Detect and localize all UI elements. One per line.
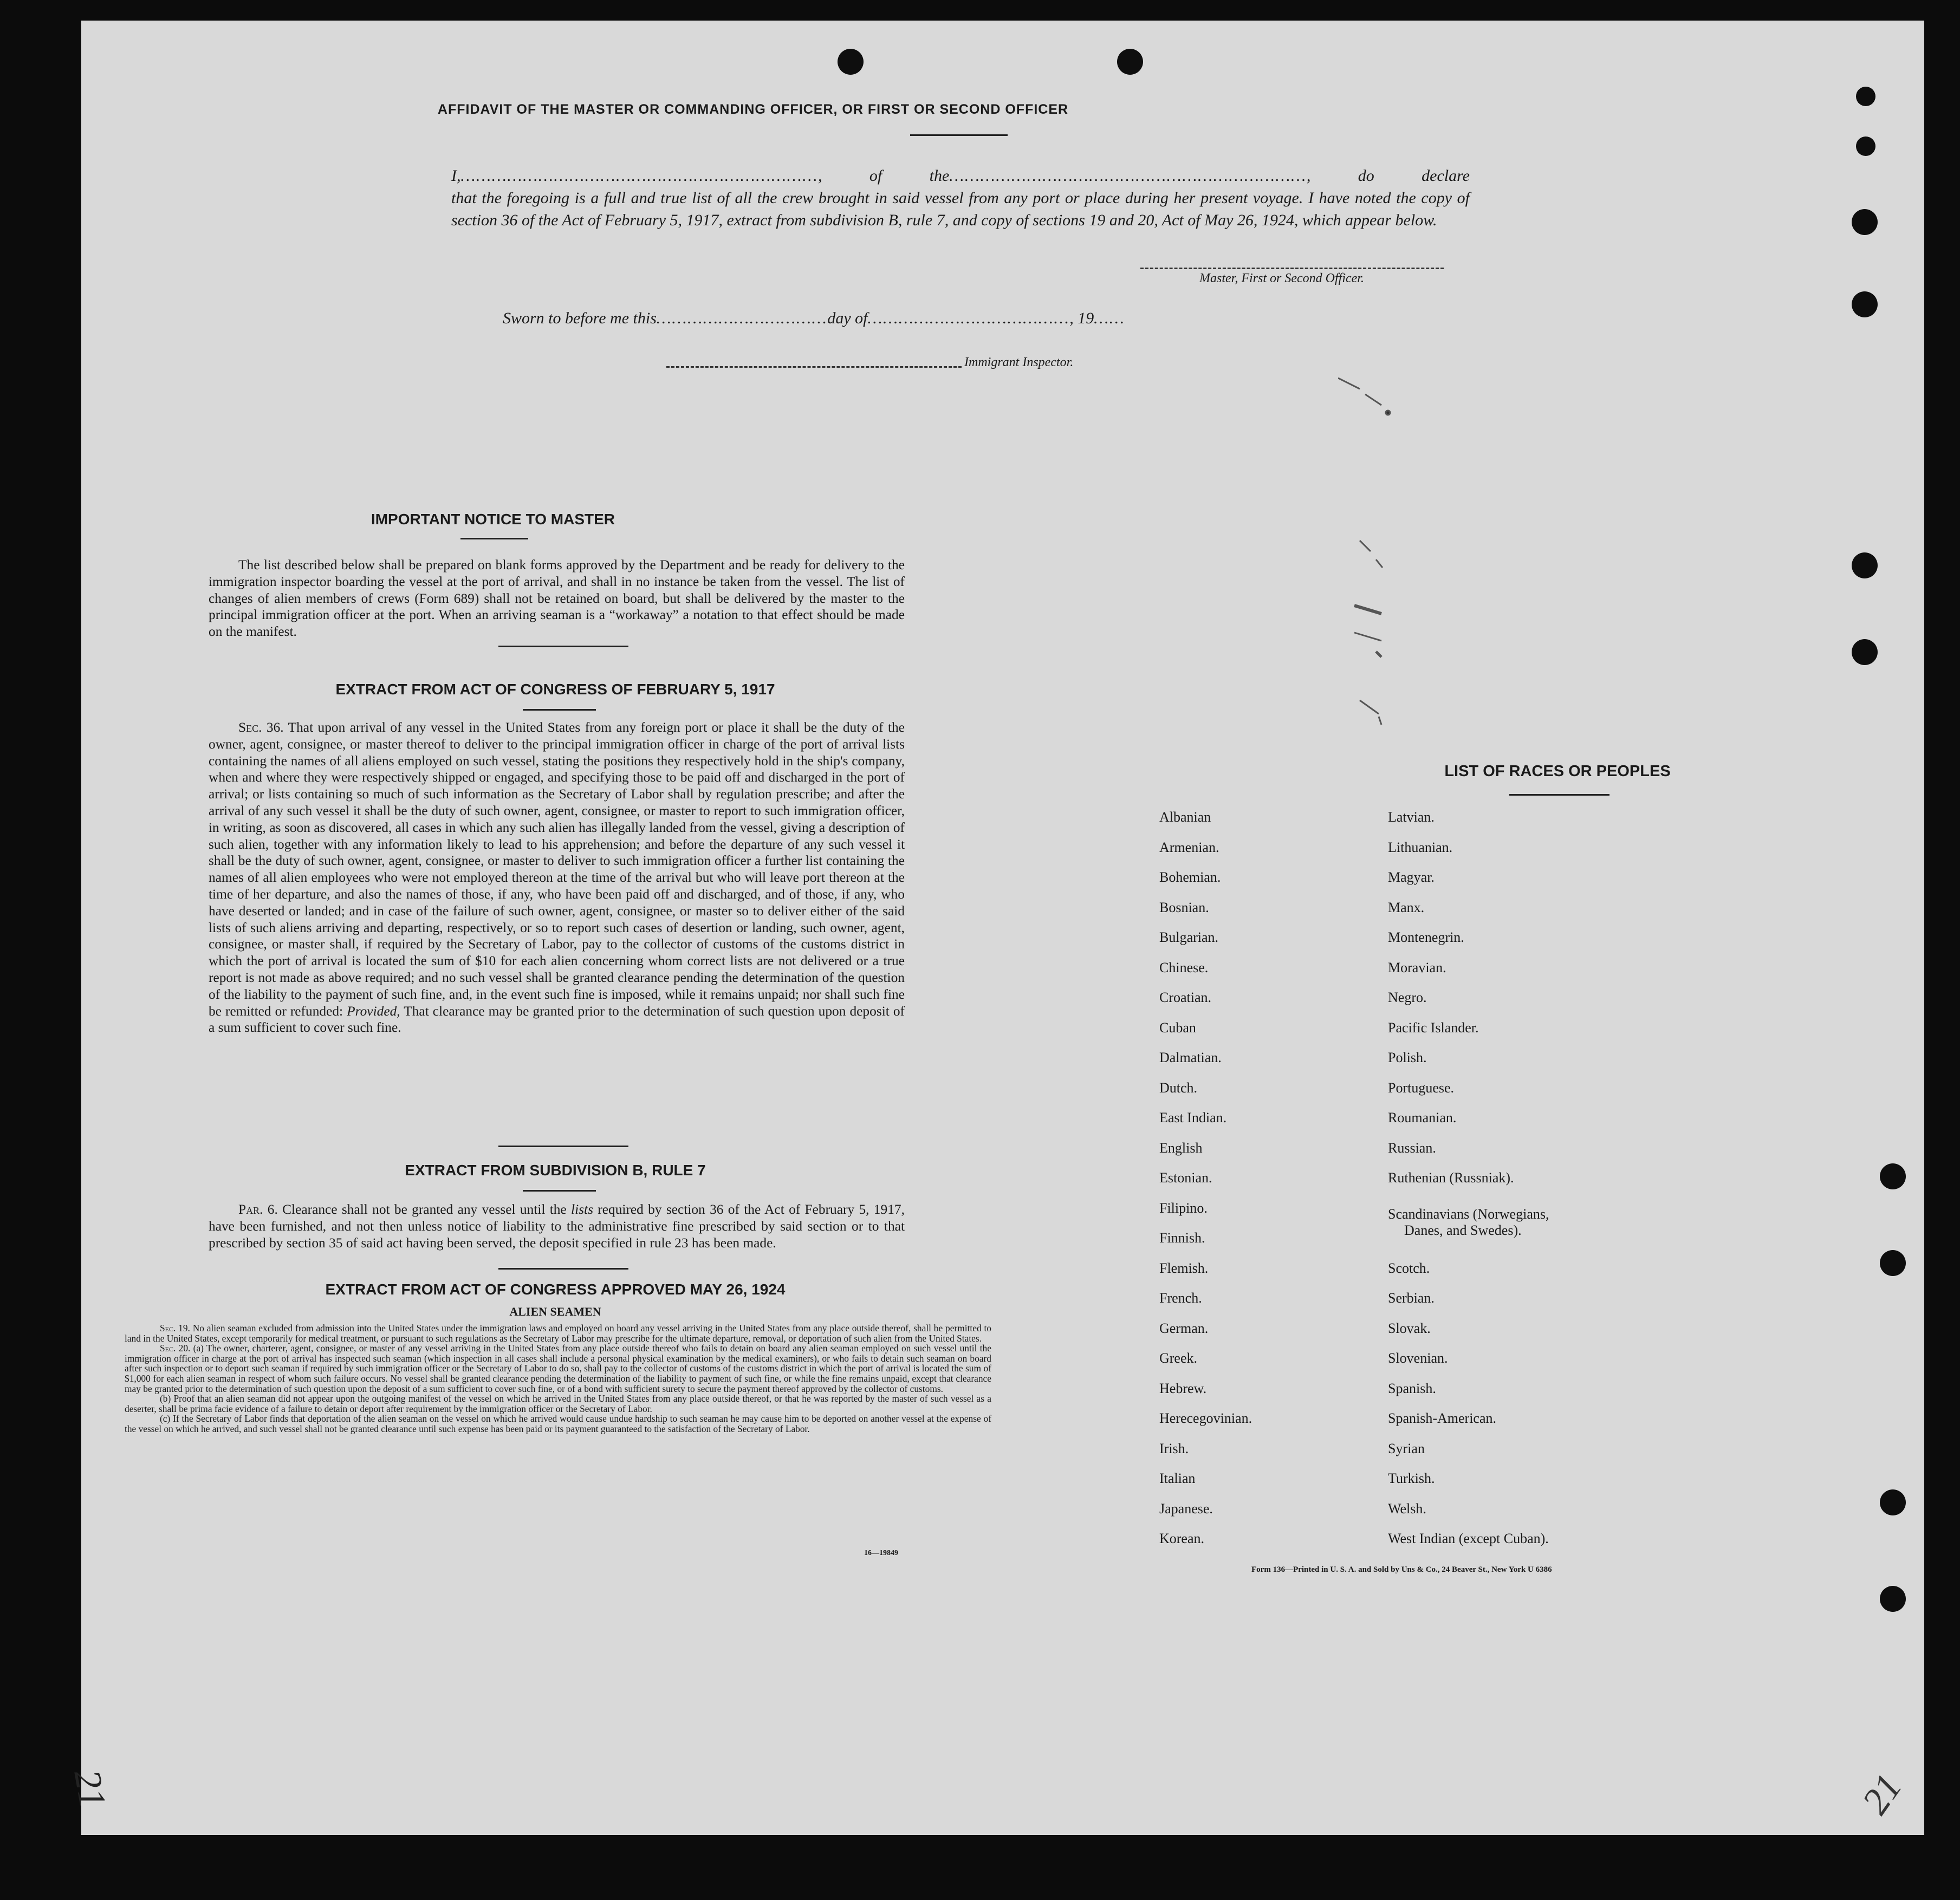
- race-left: Albanian: [1159, 809, 1211, 825]
- punch-hole-top-left: [838, 49, 864, 75]
- race-right: Montenegrin.: [1388, 929, 1464, 945]
- sworn-year-blank: ……: [1094, 309, 1125, 327]
- punch-hole-right-8: [1880, 1250, 1906, 1276]
- affidavit-title: AFFIDAVIT OF THE MASTER OR COMMANDING OFFICER, OR FIRST OR SECOND OFFICER: [437, 102, 1069, 117]
- race-right: West Indian (except Cuban).: [1388, 1531, 1549, 1546]
- punch-hole-right-3: [1852, 209, 1878, 235]
- par-6-text-b: required by section 36 of the Act of February 5, 1917, have been furnished, and not then unless notice of liability to the administrative fine prescribed by said section or to that prescribed by section 35 of said act having been served, the deposit specified in rule 23 has been made.: [209, 1202, 905, 1251]
- race-right: Magyar.: [1388, 869, 1435, 885]
- par-6-lists: lists: [571, 1202, 593, 1217]
- race-right: Moravian.: [1388, 960, 1446, 975]
- race-left: Dalmatian.: [1159, 1050, 1222, 1065]
- race-left: Korean.: [1159, 1531, 1205, 1546]
- race-left: Dutch.: [1159, 1080, 1198, 1096]
- name-blank: ……………………………………………………………: [460, 167, 819, 185]
- notice-paragraph: The list described below shall be prepared on blank forms approved by the Department and be ready for delivery to the immigration inspector boarding the vessel at the port of arrival, and shall in no instance be taken from the vessel. The list of changes of alien members of crews (Form 689) shall not be retained on board, but shall be delivered by the master to the principal immigration officer at the port. When an arriving seaman is a “workaway” a notation to that effect should be made on the manifest.: [209, 557, 905, 640]
- inspector-signature-line: [666, 366, 962, 368]
- rule-7-text: [209, 1201, 905, 1251]
- form-number: 16—19849: [864, 1549, 898, 1557]
- extract-1917-underline: [523, 709, 596, 711]
- race-right: Portuguese.: [1388, 1080, 1455, 1096]
- race-right: Manx.: [1388, 900, 1425, 915]
- punch-hole-right-10: [1880, 1586, 1906, 1612]
- form-page: [66, 21, 1924, 1835]
- par-6-text-a: Clearance shall not be granted any vessel until the: [282, 1202, 567, 1217]
- race-left: East Indian.: [1159, 1110, 1227, 1125]
- race-right: Lithuanian.: [1388, 840, 1453, 855]
- race-right: Scotch.: [1388, 1260, 1430, 1276]
- declaration-body: that the foregoing is a full and true list of all the crew brought in said vessel from any port or place during her present voyage. I have noted the copy of section 36 of the Act of February 5, 1917, extract from subdivision B, rule 7, and copy of sections 19 and 20, Act of May 26, 1924, which appear below.: [451, 189, 1470, 229]
- notice-title: IMPORTANT NOTICE TO MASTER: [371, 511, 615, 528]
- sec-20c-paragraph: (c) If the Secretary of Labor finds that deportation of the alien seaman on the vessel on which he arrived would cause undue hardship to such seaman he may cause him to be deported on another vessel at the expense of the vessel on which he arrived, and such vessel shall not be granted clearance until such expense has been paid or its payment guaranteed to the satisfaction of the Secretary of Labor.: [125, 1413, 991, 1434]
- sec-36-text-b: That clearance may be granted prior to the determination of such question upon deposit of a sum sufficient to cover such fine.: [209, 1003, 905, 1036]
- race-right: Spanish-American.: [1388, 1410, 1497, 1426]
- race-right: Ruthenian (Russniak).: [1388, 1170, 1514, 1186]
- sworn-label: Sworn to before me this: [503, 309, 657, 327]
- race-right: Russian.: [1388, 1140, 1436, 1156]
- race-left: Bohemian.: [1159, 869, 1221, 885]
- extract-1917-title: EXTRACT FROM ACT OF CONGRESS OF FEBRUARY 5, 1917: [335, 681, 775, 698]
- race-right: Roumanian.: [1388, 1110, 1457, 1125]
- notice-divider: [498, 646, 628, 647]
- races-underline: [1509, 794, 1609, 796]
- sec-36-text-a: That upon arrival of any vessel in the United States from any foreign port or place it shall be the duty of the owner, agent, consignee, or master thereof to deliver to the principal immigration officer in charge of the port of arrival lists containing the names of all aliens employed on such vessel, stating the positions they respectively hold in the ship's company, when and where they were respectively shipped or engaged, and specifying those to be paid off and discharged in the port of arrival; or lists containing so much of such information as the Secretary of Labor shall by regulation prescribe; and after the arrival of any such vessel it shall be the duty of such owner, agent, consignee, or master to report to such immigration officer, in writing, as soon as discovered, all cases in which any such alien has illegally landed from the vessel, giving a description of such alien, together with any information likely to lead to his apprehension; and before the departure of any such vessel it shall be the duty of such owner, agent, consignee, or master to deliver to such immigration officer a further list containing the names of all alien employees who were not employed thereon at the time of the arrival but who will leave port thereon at the time of her departure, and also the names of those, if any, who have been paid off and discharged, and of those, if any, who have deserted or landed; and in case of the failure of such owner, agent, consignee, or master so to deliver either of the said lists of such aliens arriving and departing, respectively, or so to report such cases of desertion or landing, such owner, agent, consignee, or master shall, if required by the Secretary of Labor, pay to the collector of customs of the customs district in which the port of arrival is located the sum of $10 for each alien concerning whom correct lists are not delivered or a true report is not made as above required; and no such vessel shall be granted clearance pending the determination of the question of the liability to the payment of such fine, and, in the event such fine is imposed, while it remains unpaid; nor shall such fine be remitted or refunded:: [209, 720, 905, 1019]
- sec-20b-paragraph: (b) Proof that an alien seaman did not appear upon the outgoing manifest of the vessel on which he arrived in the United States from any place outside thereof, or that he was reported by the master of such vessel as a deserter, shall be prima facie evidence of a failure to detain or deport after requirement by the immigration officer or the Secretary of Labor.: [125, 1393, 991, 1414]
- extract-1924-text: [125, 1323, 991, 1434]
- race-right: Slovak.: [1388, 1320, 1431, 1336]
- race-left: Irish.: [1159, 1441, 1189, 1456]
- vessel-blank: ……………………………………………………………: [949, 167, 1307, 185]
- race-right: Turkish.: [1388, 1470, 1435, 1486]
- punch-hole-right-6: [1852, 639, 1878, 665]
- title-underline: [910, 134, 1008, 136]
- race-right-continuation: Danes, and Swedes).: [1404, 1222, 1522, 1238]
- sec-36-label: Sec. 36.: [238, 720, 284, 735]
- race-right: Pacific Islander.: [1388, 1020, 1479, 1036]
- race-right: Latvian.: [1388, 809, 1435, 825]
- rule-7-divider: [498, 1268, 628, 1270]
- race-right: Welsh.: [1388, 1501, 1426, 1517]
- race-left: German.: [1159, 1320, 1209, 1336]
- race-left: Estonian.: [1159, 1170, 1212, 1186]
- extract-1917-text: [209, 719, 905, 1036]
- race-left: Croatian.: [1159, 990, 1212, 1005]
- sworn-day-blank: ……………………………: [656, 309, 828, 327]
- rule-7-underline: [523, 1190, 596, 1192]
- race-left: Cuban: [1159, 1020, 1196, 1036]
- race-right: Spanish.: [1388, 1381, 1436, 1396]
- extract-1917-divider: [498, 1146, 628, 1147]
- race-left: Bosnian.: [1159, 900, 1209, 915]
- printer-imprint: Form 136—Printed in U. S. A. and Sold by Uns & Co., 24 Beaver St., New York U 6386: [1251, 1565, 1552, 1574]
- race-right: Negro.: [1388, 990, 1427, 1005]
- race-right: Scandinavians (Norwegians,: [1388, 1206, 1549, 1222]
- punch-hole-top-right: [1117, 49, 1143, 75]
- race-right: Slovenian.: [1388, 1350, 1448, 1366]
- sec-20a-paragraph: [125, 1343, 991, 1394]
- declaration-of-the: , of the: [818, 167, 950, 185]
- race-left: Italian: [1159, 1470, 1196, 1486]
- declaration-line-1: [451, 165, 1470, 187]
- race-left: Chinese.: [1159, 960, 1209, 975]
- sworn-year: , 19: [1069, 309, 1094, 327]
- race-left: French.: [1159, 1290, 1202, 1306]
- sworn-month-blank: …………………………………: [867, 309, 1070, 327]
- punch-hole-right-1: [1856, 87, 1875, 106]
- sec-19-text: No alien seaman excluded from admission into the United States under the immigration laws and employed on board any vessel arriving in the United States from any place outside thereof, shall be permitted to land in the United States, except temporarily for medical treatment, or pursuant to such regulations as the Secretary of Labor may prescribe for the ultimate departure, removal, or deportation of such alien from the United States.: [125, 1323, 991, 1344]
- races-title: LIST OF RACES OR PEOPLES: [1444, 763, 1671, 780]
- punch-hole-right-7: [1880, 1163, 1906, 1189]
- sec-36-provided: Provided,: [347, 1003, 400, 1019]
- race-left: Hebrew.: [1159, 1381, 1207, 1396]
- race-left: Flemish.: [1159, 1260, 1209, 1276]
- sworn-day-of: day of: [827, 309, 868, 327]
- race-left: Bulgarian.: [1159, 929, 1219, 945]
- notice-text: [209, 557, 905, 640]
- race-left: Finnish.: [1159, 1230, 1205, 1246]
- master-signature-line: [1140, 268, 1444, 269]
- race-right: Serbian.: [1388, 1290, 1435, 1306]
- sworn-line: [503, 309, 1125, 328]
- race-left: Herecegovinian.: [1159, 1410, 1252, 1426]
- par-6-paragraph: [209, 1201, 905, 1251]
- race-left: Japanese.: [1159, 1501, 1213, 1517]
- punch-hole-right-4: [1852, 291, 1878, 317]
- handwritten-number-left: 21: [66, 1766, 114, 1812]
- sec-19-paragraph: [125, 1323, 991, 1343]
- punch-hole-right-9: [1880, 1489, 1906, 1515]
- race-right: Syrian: [1388, 1441, 1425, 1456]
- extract-1924-title: EXTRACT FROM ACT OF CONGRESS APPROVED MAY 26, 1924: [325, 1281, 786, 1298]
- punch-hole-right-2: [1856, 136, 1875, 156]
- race-left: Filipino.: [1159, 1200, 1208, 1216]
- race-left: English: [1159, 1140, 1203, 1156]
- sec-19-label: Sec. 19.: [160, 1323, 190, 1333]
- sec-36-paragraph: [209, 719, 905, 1036]
- inspector-label: Immigrant Inspector.: [964, 355, 1074, 369]
- declaration-text: [451, 165, 1470, 231]
- punch-hole-right-5: [1852, 552, 1878, 578]
- sec-20-label: Sec. 20.: [160, 1343, 191, 1354]
- declaration-i: I,: [451, 167, 461, 185]
- sec-20a-text: (a) The owner, charterer, agent, consignee, or master of any vessel arriving in the United States from any place outside thereof who fails to detain on board any alien seaman employed on such vessel until the immigration officer in charge at the port of arrival has inspected such seaman (which inspection in all cases shall include a personal physical examination by the medical examiners), or who fails to detain such seaman on board after such inspection or to deport such seaman if required by such immigration officer or the Secretary of Labor to do so, shall pay to the collector of customs of the customs district in which the port of arrival is located the sum of $1,000 for each alien seaman in respect of whom such failure occurs. No vessel shall be granted clearance pending the determination of the liability to payment of such fine, or while the fine remains unpaid, except that clearance may be granted prior to the determination of such question upon the deposit of a sum sufficient to cover such fine, or of a bond with sufficient surety to secure the payment thereof approved by the collector of customs.: [125, 1343, 991, 1394]
- handwritten-number-right: 21: [1854, 1766, 1911, 1822]
- race-left: Armenian.: [1159, 840, 1219, 855]
- declaration-do-declare: , do declare: [1306, 167, 1470, 185]
- par-6-label: Par. 6.: [238, 1202, 278, 1217]
- race-left: Greek.: [1159, 1350, 1198, 1366]
- master-signature-label: Master, First or Second Officer.: [1199, 271, 1364, 285]
- notice-underline: [460, 538, 528, 539]
- rule-7-title: EXTRACT FROM SUBDIVISION B, RULE 7: [405, 1162, 706, 1179]
- stray-pencil-marks: [1338, 356, 1419, 952]
- alien-seamen-subtitle: ALIEN SEAMEN: [509, 1305, 601, 1318]
- race-right: Polish.: [1388, 1050, 1427, 1065]
